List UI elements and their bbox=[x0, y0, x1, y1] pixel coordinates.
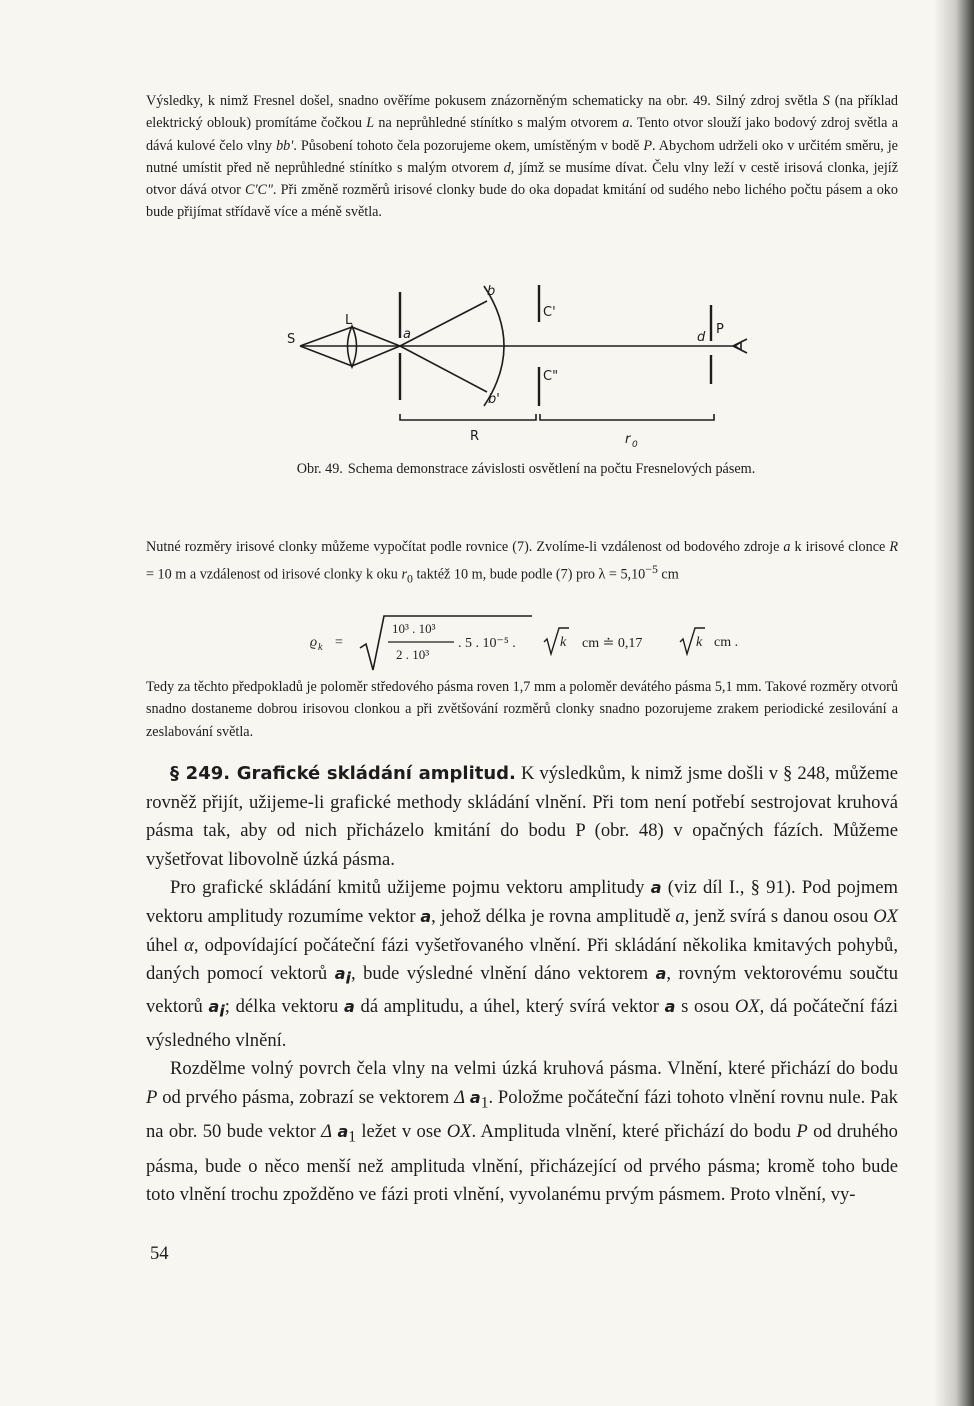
label-c-prime: C' bbox=[543, 305, 556, 320]
formula-equals: = bbox=[335, 635, 343, 650]
formula-factor: . 5 . 10⁻⁵ . bbox=[458, 636, 516, 651]
ray-upper-out bbox=[352, 327, 400, 346]
figure-caption bbox=[286, 460, 766, 479]
figure-49-diagram bbox=[0, 0, 974, 460]
section-title: § 249. Grafické skládání amplitud. bbox=[170, 763, 516, 784]
cone-lower bbox=[400, 346, 487, 392]
formula-k: k bbox=[560, 635, 567, 650]
intro-paragraph: Výsledky, k nimž Fresnel došel, snadno ověříme pokusem znázorněným schematicky na obr. 49. Silný zdroj světla S (na příklad elektrický oblouk) promítáme čočkou L na neprůhledné stínítko s malým otvorem a. Tento otvor slouží jako bodový zdroj světla a dává kulové čelo vlny bb'. Působení tohoto čela pozorujeme okem, umístěným v bodě P. Abychom udrželi oko v určitém směru, je nutné umístit před ně neprůhledné stínítko s malým otvorem d, jímž se musíme dívat. Čelu vlny leží v cestě irisová clonka, jejíž otvor dává otvor C'C". Při změně rozměrů irisové clonky bude do oka dopadat kmitání od sudého nebo lichého počtu pásem a oko bude přijímat střídavě více a méně světla. bbox=[146, 93, 898, 221]
calculation-paragraph: Nutné rozměry irisové clonky můžeme vypočítat podle rovnice (7). Zvolíme-li vzdálenost od bodového zdroje a k irisové clonce R = 10 m a vzdálenost od irisové clonky k oku $r_0$ taktéž 10 m, bude podle (7) pro $\lambda = 5,10^{-5}$ cm bbox=[146, 539, 899, 586]
formula-mid: cm ≐ 0,17 bbox=[582, 636, 643, 651]
page-edge-shadow bbox=[934, 0, 974, 1406]
section-249: § 249. Grafické skládání amplitud. K výsledkům, k nimž jsme došli v § 248, můžeme rovněž přijít, užijeme-li grafické methody skládání vlnění. Při tom není potřebí sestrojovat kruhová pásma tak, aby od nich přicházelo kmitání do bodu P (obr. 48) v opačných fázích. Můžeme vyšetřovat libovolně úzká pásma. Pro grafické skládání kmitů užijeme pojmu vektoru amplitudy a (viz díl I., § 91). Pod pojmem vektoru amplitudy rozumíme vektor a, jehož délka je rovna amplitudě a, jenž svírá s danou osou OX úhel α, odpovídající počáteční fázi vyšetřovaného vlnění. Při skládání několika kmitavých pohybů, daných pomocí vektorů $a_i$, bude výsledné vlnění dáno vektorem a, rovným vektorovému součtu vektorů $a_i$; délka vektoru a dá amplitudu, a úhel, který svírá vektor a s osou OX, dá počáteční fázi výsledného vlnění. Rozdělme volný povrch čela vlny na velmi úzká kruhová pásma. Vlnění, které přichází do bodu P od prvého pásma, zobrazí se vektorem Δ $a_1$. Položme počáteční fázi tohoto vlnění rovnu nule. Pak na obr. 50 bude vektor Δ $a_1$ ležet v ose OX. Amplituda vlnění, které přichází do bodu P od druhého pásma, bude o něco menší než amplituda vlnění, přicházející od prvého pásma; kromě toho bude toto vlnění trochu zpožděno ve fázi proti vlnění, vyvolanému prvým pásmem. Proto vlnění, vy- bbox=[146, 760, 898, 1210]
caption-number: Obr. 49. bbox=[296, 461, 343, 477]
ray-upper-in bbox=[300, 327, 352, 346]
page-number: 54 bbox=[150, 1243, 169, 1264]
label-r: R bbox=[470, 429, 480, 444]
formula-lhs: ϱ bbox=[310, 635, 318, 650]
formula-end: cm . bbox=[714, 635, 739, 650]
formula-denominator: 2 . 10³ bbox=[396, 647, 430, 662]
brace-r bbox=[400, 414, 536, 420]
label-b-prime: b' bbox=[488, 392, 500, 407]
label-s: S bbox=[287, 332, 296, 347]
cone-upper bbox=[400, 301, 487, 346]
label-d: d bbox=[697, 330, 706, 345]
brace-r0 bbox=[540, 414, 714, 420]
label-p: P bbox=[716, 322, 724, 337]
formula-k-2: k bbox=[696, 635, 703, 650]
label-r0: r bbox=[625, 432, 631, 447]
section-paragraph-3: Rozdělme volný povrch čela vlny na velmi úzká kruhová pásma. Vlnění, které přichází do bodu P od prvého pásma, zobrazí se vektorem Δ $a_1$. Položme počáteční fázi tohoto vlnění rovnu nule. Pak na obr. 50 bude vektor Δ $a_1$ ležet v ose OX. Amplituda vlnění, které přichází do bodu P od druhého pásma, bude o něco menší než amplituda vlnění, přicházející od prvého pásma; kromě toho bude toto vlnění trochu zpožděno ve fázi proti vlnění, vyvolanému prvým pásmem. Proto vlnění, vy- bbox=[146, 1058, 898, 1206]
label-l: L bbox=[345, 313, 353, 328]
label-r0-sub: 0 bbox=[632, 440, 638, 450]
caption-text: Schema demonstrace závislosti osvětlení na počtu Fresnelových pásem. bbox=[347, 461, 756, 477]
formula-lhs-sub: k bbox=[318, 642, 323, 653]
label-c-dprime: C" bbox=[543, 369, 559, 384]
label-a: a bbox=[403, 327, 411, 342]
radius-formula bbox=[310, 612, 770, 672]
eye-icon bbox=[733, 339, 747, 353]
ray-lower-in bbox=[300, 346, 352, 366]
label-b: b bbox=[487, 284, 496, 299]
conclusion-paragraph: Tedy za těchto předpokladů je poloměr středového pásma roven 1,7 mm a poloměr devátého pásma 5,1 mm. Takové rozměry otvorů snadno dostaneme dobrou irisovou clonkou a při zvětšování rozměrů clonky snadno pozorujeme zrakem periodické zesilování a zeslabování světla. bbox=[146, 679, 898, 740]
formula-numerator: 10³ . 10³ bbox=[392, 621, 436, 636]
ray-lower-out bbox=[352, 346, 400, 366]
section-paragraph-2: Pro grafické skládání kmitů užijeme pojmu vektoru amplitudy a (viz díl I., § 91). Pod pojmem vektoru amplitudy rozumíme vektor a, jehož délka je rovna amplitudě a, jenž svírá s danou osou OX úhel α, odpovídající počáteční fázi vyšetřovaného vlnění. Při skládání několika kmitavých pohybů, daných pomocí vektorů $a_i$, bude výsledné vlnění dáno vektorem a, rovným vektorovému součtu vektorů $a_i$; délka vektoru a dá amplitudu, a úhel, který svírá vektor a s osou OX, dá počáteční fázi výsledného vlnění. bbox=[146, 877, 899, 1051]
